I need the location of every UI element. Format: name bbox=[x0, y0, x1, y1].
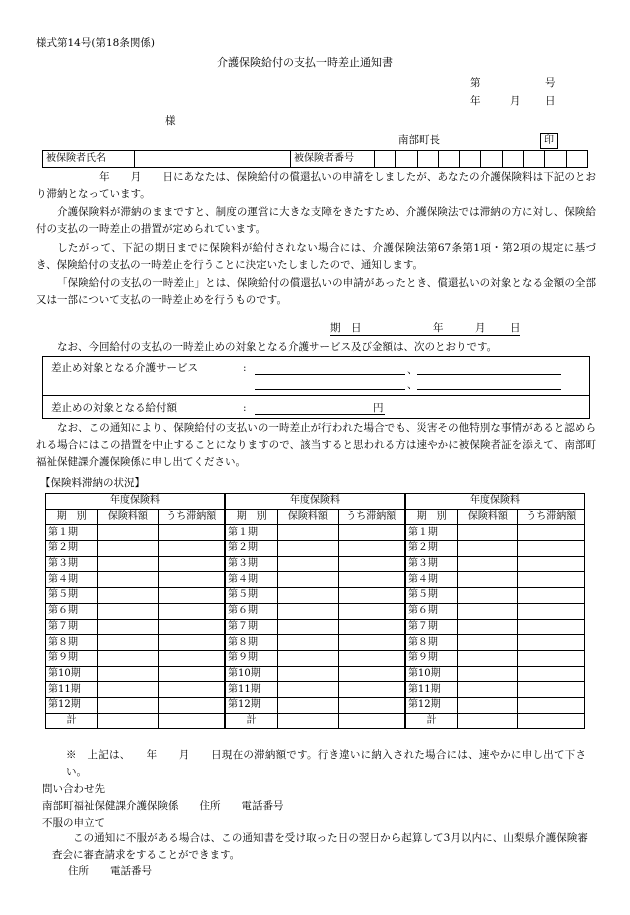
arrears-cell[interactable] bbox=[338, 697, 405, 713]
total-arrears-cell[interactable] bbox=[338, 713, 405, 729]
insured-number-digit[interactable] bbox=[417, 151, 438, 168]
period-label: 第６期 bbox=[46, 603, 98, 619]
premium-cell[interactable] bbox=[458, 635, 518, 651]
arrears-cell[interactable] bbox=[338, 635, 405, 651]
insured-number-digit[interactable] bbox=[502, 151, 523, 168]
period-label: 第７期 bbox=[405, 619, 458, 635]
table-row bbox=[46, 682, 585, 698]
date-day: 日 bbox=[545, 95, 556, 107]
amount-line[interactable] bbox=[255, 414, 385, 415]
premium-cell[interactable] bbox=[458, 666, 518, 682]
amount-yen: 円 bbox=[373, 402, 384, 414]
period-label: 第３期 bbox=[46, 556, 98, 572]
addressee-sama: 様 bbox=[165, 115, 176, 127]
column-header-row bbox=[46, 509, 585, 525]
services-label: 差止め対象となる介護サービス bbox=[51, 362, 198, 374]
col-arrears-header: うち滞納額 bbox=[158, 509, 225, 525]
arrears-cell[interactable] bbox=[518, 556, 585, 572]
total-arrears-cell[interactable] bbox=[158, 713, 225, 729]
premium-cell[interactable] bbox=[278, 572, 338, 588]
period-label: 第１期 bbox=[405, 525, 458, 541]
premium-cell[interactable] bbox=[278, 619, 338, 635]
services-line-3[interactable] bbox=[255, 389, 405, 390]
objection-text: この通知に不服がある場合は、この通知書を受け取った日の翌日から起算して3月以内に、山梨県介護保険審査会に審査請求をすることができます。 bbox=[52, 832, 588, 861]
period-label: 第１期 bbox=[46, 525, 98, 541]
paragraph-4: 「保険給付の支払の一時差止」とは、保険給付の償還払いの申請があったとき、償還払いの対象となる金額の全部又は一部について支払の一時差止めを行うものです。 bbox=[36, 277, 596, 306]
inquiry-label: 問い合わせ先 bbox=[42, 783, 105, 795]
period-label: 第12期 bbox=[225, 697, 278, 713]
suspension-box bbox=[42, 356, 590, 419]
premium-cell[interactable] bbox=[458, 619, 518, 635]
period-label: 第６期 bbox=[405, 603, 458, 619]
table-row bbox=[46, 572, 585, 588]
arrears-cell[interactable] bbox=[338, 572, 405, 588]
period-label: 第10期 bbox=[46, 666, 98, 682]
table-row bbox=[46, 697, 585, 713]
insured-number-digit[interactable] bbox=[524, 151, 545, 168]
arrears-cell[interactable] bbox=[158, 697, 225, 713]
period-label: 第２期 bbox=[46, 541, 98, 557]
table-row bbox=[46, 650, 585, 666]
arrears-cell[interactable] bbox=[518, 635, 585, 651]
services-colon: : bbox=[243, 362, 247, 374]
arrears-cell[interactable] bbox=[338, 588, 405, 604]
premium-cell[interactable] bbox=[278, 541, 338, 557]
paragraph-2: 介護保険料が滞納のままですと、制度の運営に大きな支障をきたすため、介護保険法では滞納の方に対し、保険給付の支払の一時差止の措置が定められています。 bbox=[36, 206, 596, 235]
arrears-cell[interactable] bbox=[158, 682, 225, 698]
premium-cell[interactable] bbox=[278, 666, 338, 682]
premium-cell[interactable] bbox=[98, 541, 158, 557]
total-premium-cell[interactable] bbox=[458, 713, 518, 729]
period-label: 第５期 bbox=[225, 588, 278, 604]
arrears-cell[interactable] bbox=[518, 603, 585, 619]
arrears-cell[interactable] bbox=[158, 572, 225, 588]
premium-cell[interactable] bbox=[98, 525, 158, 541]
total-arrears-cell[interactable] bbox=[518, 713, 585, 729]
premium-cell[interactable] bbox=[278, 556, 338, 572]
amount-colon: : bbox=[243, 402, 247, 414]
premium-cell[interactable] bbox=[458, 697, 518, 713]
col-arrears-header: うち滞納額 bbox=[338, 509, 405, 525]
arrears-cell[interactable] bbox=[338, 525, 405, 541]
number-dai: 第 bbox=[470, 77, 481, 89]
services-comma-2: 、 bbox=[407, 379, 418, 391]
deadline-label: 期 日 bbox=[330, 322, 362, 334]
paragraph-3: したがって、下記の期日までに保険料が給付されない場合には、介護保険法第67条第1項・第2項の規定に基づき、保険給付の支払の一時差止を行うことに決定いたしましたので、通知します。 bbox=[36, 242, 596, 271]
table-row bbox=[46, 603, 585, 619]
premium-cell[interactable] bbox=[98, 619, 158, 635]
arrears-cell[interactable] bbox=[338, 541, 405, 557]
period-label: 第４期 bbox=[46, 572, 98, 588]
period-label: 第７期 bbox=[46, 619, 98, 635]
premium-cell[interactable] bbox=[278, 697, 338, 713]
period-label: 第12期 bbox=[405, 697, 458, 713]
arrears-cell[interactable] bbox=[158, 541, 225, 557]
insured-info-table bbox=[42, 150, 588, 168]
period-label: 第３期 bbox=[405, 556, 458, 572]
premium-cell[interactable] bbox=[98, 650, 158, 666]
table-row bbox=[46, 541, 585, 557]
premium-cell[interactable] bbox=[98, 603, 158, 619]
arrears-cell[interactable] bbox=[338, 682, 405, 698]
seal-box: 印 bbox=[540, 133, 558, 149]
issuer-name: 南部町長 bbox=[398, 134, 440, 146]
deadline-line[interactable] bbox=[330, 323, 520, 336]
box-divider bbox=[43, 395, 589, 396]
period-label: 第11期 bbox=[225, 682, 278, 698]
premium-cell[interactable] bbox=[458, 603, 518, 619]
deadline-month: 月 bbox=[475, 322, 486, 334]
period-label: 第９期 bbox=[46, 650, 98, 666]
inquiry-contact: 南部町福祉保健課介護保険係 住所 電話番号 bbox=[42, 800, 284, 812]
objection-contact: 住所 電話番号 bbox=[68, 865, 152, 877]
period-label: 第８期 bbox=[46, 635, 98, 651]
arrears-cell[interactable] bbox=[158, 650, 225, 666]
arrears-cell[interactable] bbox=[158, 666, 225, 682]
insured-number-digit[interactable] bbox=[438, 151, 459, 168]
document-title: 介護保険給付の支払一時差止通知書 bbox=[217, 56, 393, 69]
period-label: 第６期 bbox=[225, 603, 278, 619]
arrears-cell[interactable] bbox=[338, 650, 405, 666]
premium-cell[interactable] bbox=[98, 588, 158, 604]
arrears-cell[interactable] bbox=[338, 556, 405, 572]
arrears-cell[interactable] bbox=[518, 572, 585, 588]
deadline-day: 日 bbox=[510, 322, 521, 334]
table-row bbox=[46, 619, 585, 635]
services-comma: 、 bbox=[407, 364, 418, 376]
deadline-year: 年 bbox=[433, 322, 444, 334]
arrears-table bbox=[45, 493, 585, 729]
col-period-header: 期 別 bbox=[405, 509, 458, 525]
date-year: 年 bbox=[470, 95, 481, 107]
year-header: 年度保険料 bbox=[46, 494, 225, 510]
arrears-cell[interactable] bbox=[518, 666, 585, 682]
objection-label: 不服の申立て bbox=[42, 817, 105, 829]
period-label: 第３期 bbox=[225, 556, 278, 572]
year-header-row bbox=[46, 494, 585, 510]
period-label: 第１期 bbox=[225, 525, 278, 541]
arrears-cell[interactable] bbox=[518, 682, 585, 698]
arrears-cell[interactable] bbox=[158, 603, 225, 619]
arrears-cell[interactable] bbox=[338, 603, 405, 619]
period-label: 第８期 bbox=[405, 635, 458, 651]
premium-cell[interactable] bbox=[278, 603, 338, 619]
premium-cell[interactable] bbox=[458, 541, 518, 557]
date-month: 月 bbox=[510, 95, 521, 107]
col-period-header: 期 別 bbox=[225, 509, 278, 525]
arrears-cell[interactable] bbox=[518, 588, 585, 604]
premium-cell[interactable] bbox=[278, 635, 338, 651]
arrears-cell[interactable] bbox=[518, 541, 585, 557]
premium-cell[interactable] bbox=[98, 572, 158, 588]
col-premium-header: 保険料額 bbox=[458, 509, 518, 525]
period-label: 第２期 bbox=[405, 541, 458, 557]
table-row bbox=[46, 556, 585, 572]
arrears-cell[interactable] bbox=[338, 666, 405, 682]
status-heading: 【保険料滞納の状況】 bbox=[40, 477, 145, 489]
premium-cell[interactable] bbox=[458, 556, 518, 572]
period-label: 第２期 bbox=[225, 541, 278, 557]
year-header: 年度保険料 bbox=[225, 494, 405, 510]
premium-cell[interactable] bbox=[458, 572, 518, 588]
total-label: 計 bbox=[405, 713, 458, 729]
insured-number-digit[interactable] bbox=[566, 151, 587, 168]
period-label: 第12期 bbox=[46, 697, 98, 713]
premium-cell[interactable] bbox=[98, 556, 158, 572]
period-label: 第11期 bbox=[405, 682, 458, 698]
arrears-cell[interactable] bbox=[158, 635, 225, 651]
table-row bbox=[46, 635, 585, 651]
insured-name-label: 被保険者氏名 bbox=[43, 151, 135, 168]
period-label: 第５期 bbox=[46, 588, 98, 604]
number-go: 号 bbox=[545, 77, 556, 89]
period-label: 第10期 bbox=[405, 666, 458, 682]
premium-cell[interactable] bbox=[98, 682, 158, 698]
total-label: 計 bbox=[225, 713, 278, 729]
insured-number-label: 被保険者番号 bbox=[291, 151, 375, 168]
arrears-cell[interactable] bbox=[158, 588, 225, 604]
arrears-cell[interactable] bbox=[518, 525, 585, 541]
premium-cell[interactable] bbox=[458, 588, 518, 604]
services-line-1[interactable] bbox=[255, 374, 405, 375]
total-premium-cell[interactable] bbox=[98, 713, 158, 729]
period-label: 第11期 bbox=[46, 682, 98, 698]
note-as-of: ※ 上記は、 年 月 日現在の滞納額です。行き違いに納入された場合には、速やかに申し出て下さい。 bbox=[66, 749, 586, 778]
table-row bbox=[46, 525, 585, 541]
services-line-2[interactable] bbox=[417, 374, 561, 375]
arrears-cell[interactable] bbox=[158, 556, 225, 572]
premium-cell[interactable] bbox=[458, 525, 518, 541]
paragraph-6: なお、この通知により、保険給付の支払いの一時差止が行われた場合でも、災害その他特別な事情があると認められる場合にはこの措置を中止することになりますので、該当すると思われる方は速やかに被保険者証を添えて、南部町福祉保健課介護保険係に申し出てください。 bbox=[36, 422, 596, 468]
arrears-cell[interactable] bbox=[338, 619, 405, 635]
table-row bbox=[46, 666, 585, 682]
period-label: 第９期 bbox=[405, 650, 458, 666]
col-period-header: 期 別 bbox=[46, 509, 98, 525]
arrears-cell[interactable] bbox=[518, 619, 585, 635]
total-label: 計 bbox=[46, 713, 98, 729]
amount-label: 差止めの対象となる給付額 bbox=[51, 402, 177, 414]
premium-cell[interactable] bbox=[458, 682, 518, 698]
total-row bbox=[46, 713, 585, 729]
period-label: 第８期 bbox=[225, 635, 278, 651]
period-label: 第９期 bbox=[225, 650, 278, 666]
services-line-4[interactable] bbox=[417, 389, 561, 390]
arrears-cell[interactable] bbox=[158, 525, 225, 541]
paragraph-5: なお、今回給付の支払の一時差止めの対象となる介護サービス及び金額は、次のとおりです。 bbox=[57, 341, 498, 353]
year-header: 年度保険料 bbox=[405, 494, 585, 510]
insured-number-digit[interactable] bbox=[375, 151, 396, 168]
premium-cell[interactable] bbox=[278, 588, 338, 604]
form-number: 様式第14号(第18条関係) bbox=[36, 37, 155, 49]
arrears-cell[interactable] bbox=[518, 697, 585, 713]
premium-cell[interactable] bbox=[278, 682, 338, 698]
premium-cell[interactable] bbox=[278, 525, 338, 541]
premium-cell[interactable] bbox=[98, 666, 158, 682]
insured-number-digit[interactable] bbox=[396, 151, 417, 168]
arrears-cell[interactable] bbox=[158, 619, 225, 635]
period-label: 第４期 bbox=[225, 572, 278, 588]
total-premium-cell[interactable] bbox=[278, 713, 338, 729]
premium-cell[interactable] bbox=[98, 635, 158, 651]
arrears-cell[interactable] bbox=[518, 650, 585, 666]
col-premium-header: 保険料額 bbox=[278, 509, 338, 525]
period-label: 第７期 bbox=[225, 619, 278, 635]
premium-cell[interactable] bbox=[458, 650, 518, 666]
insured-name-field[interactable] bbox=[135, 151, 291, 168]
insured-number-digit[interactable] bbox=[460, 151, 481, 168]
premium-cell[interactable] bbox=[278, 650, 338, 666]
insured-number-digit[interactable] bbox=[545, 151, 566, 168]
paragraph-1: 年 月 日にあなたは、保険給付の償還払いの申請をしましたが、あなたの介護保険料は下記のとおり滞納となっています。 bbox=[36, 171, 596, 200]
period-label: 第５期 bbox=[405, 588, 458, 604]
period-label: 第10期 bbox=[225, 666, 278, 682]
period-label: 第４期 bbox=[405, 572, 458, 588]
table-row bbox=[46, 588, 585, 604]
insured-number-digit[interactable] bbox=[481, 151, 502, 168]
premium-cell[interactable] bbox=[98, 697, 158, 713]
col-premium-header: 保険料額 bbox=[98, 509, 158, 525]
col-arrears-header: うち滞納額 bbox=[518, 509, 585, 525]
